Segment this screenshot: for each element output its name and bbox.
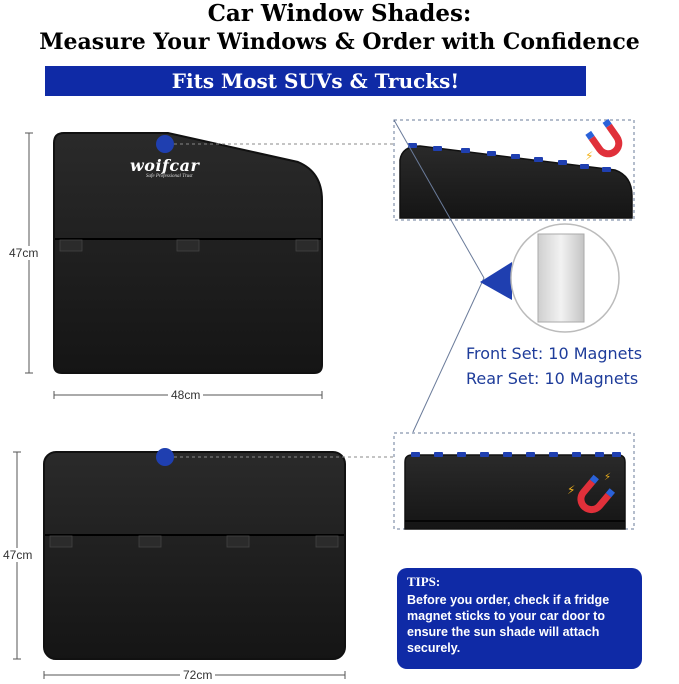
rear-magnet-count: Rear Set: 10 Magnets <box>466 369 639 388</box>
rear-width-label: 72cm <box>180 668 215 682</box>
front-height-label: 47cm <box>6 246 41 260</box>
tips-body: Before you order, check if a fridge magnet sticks to your car door to ensure the sun shade will attach securely. <box>407 593 610 655</box>
rear-shade <box>44 448 345 659</box>
rear-height-label: 47cm <box>0 548 35 562</box>
tips-title: TIPS: <box>407 574 441 589</box>
front-width-label: 48cm <box>168 388 203 402</box>
page-title-line1: Car Window Shades: <box>207 0 472 27</box>
front-magnet-count: Front Set: 10 Magnets <box>466 344 643 363</box>
page-title-line2: Measure Your Windows & Order with Confidence <box>39 29 640 55</box>
svg-text:⚡: ⚡ <box>604 472 612 483</box>
fit-banner: Fits Most SUVs & Trucks! <box>45 66 586 96</box>
svg-text:⚡: ⚡ <box>585 149 594 163</box>
svg-text:⚡: ⚡ <box>567 483 576 497</box>
brand-logo: woifcar <box>130 156 200 175</box>
tips-box <box>397 568 642 669</box>
brand-tagline: Safe Professional Trust <box>146 174 193 179</box>
